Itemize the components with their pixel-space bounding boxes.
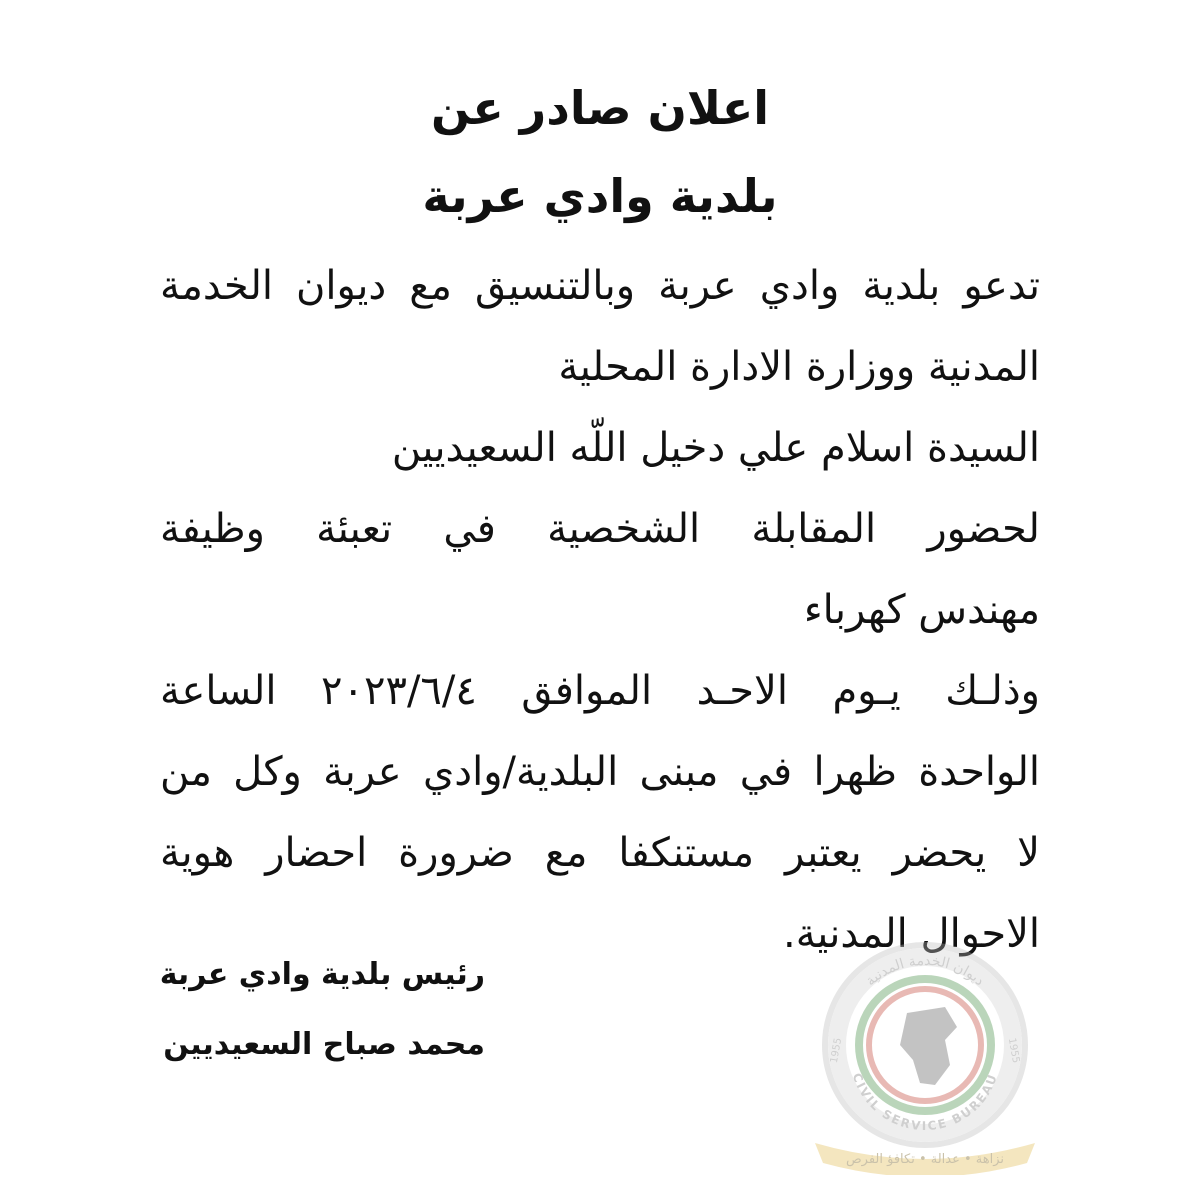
- civil-service-seal-icon: [795, 935, 1055, 1175]
- body-line-2: المدنية ووزارة الادارة المحلية: [558, 344, 1040, 390]
- seal-arabic-name: ديوان الخدمة المدنية: [862, 952, 988, 990]
- body-line-4: لحضور المقابلة الشخصية في تعبئة وظيفة: [160, 506, 1040, 552]
- title-line-1: اعلان صادر عن: [430, 81, 770, 135]
- seal-motto: نزاهة • عدالة • تكافؤ الفرص: [845, 1152, 1005, 1167]
- seal-year-left: 1955: [828, 1037, 845, 1065]
- title-line-2: بلدية وادي عربة: [422, 169, 778, 223]
- body-line-6: وذلـك يـوم الاحـد الموافق ٢٠٢٣/٦/٤ الساعة: [160, 668, 1040, 714]
- announcement-body: [160, 246, 1040, 975]
- body-line-5: مهندس كهرباء: [803, 587, 1040, 633]
- body-line-1: تدعو بلدية وادي عربة وبالتنسيق مع ديوان الخدمة: [160, 263, 1040, 309]
- signature-name: محمد صباح السعيديين: [163, 1027, 485, 1062]
- seal-year-right: 1955: [1005, 1037, 1022, 1065]
- signature-title: رئيس بلدية وادي عربة: [159, 957, 485, 992]
- body-line-9: الاحوال المدنية.: [783, 911, 1040, 957]
- seal-english-name: CIVIL SERVICE BUREAU: [849, 1071, 1001, 1134]
- body-line-3: السيدة اسلام علي دخيل اللّه السعيديين: [391, 425, 1040, 471]
- jordan-map-icon: [900, 1007, 957, 1085]
- body-line-8: لا يحضر يعتبر مستنكفا مع ضرورة احضار هوية: [160, 830, 1040, 876]
- body-line-7: الواحدة ظهرا في مبنى البلدية/وادي عربة وكل من: [160, 749, 1040, 795]
